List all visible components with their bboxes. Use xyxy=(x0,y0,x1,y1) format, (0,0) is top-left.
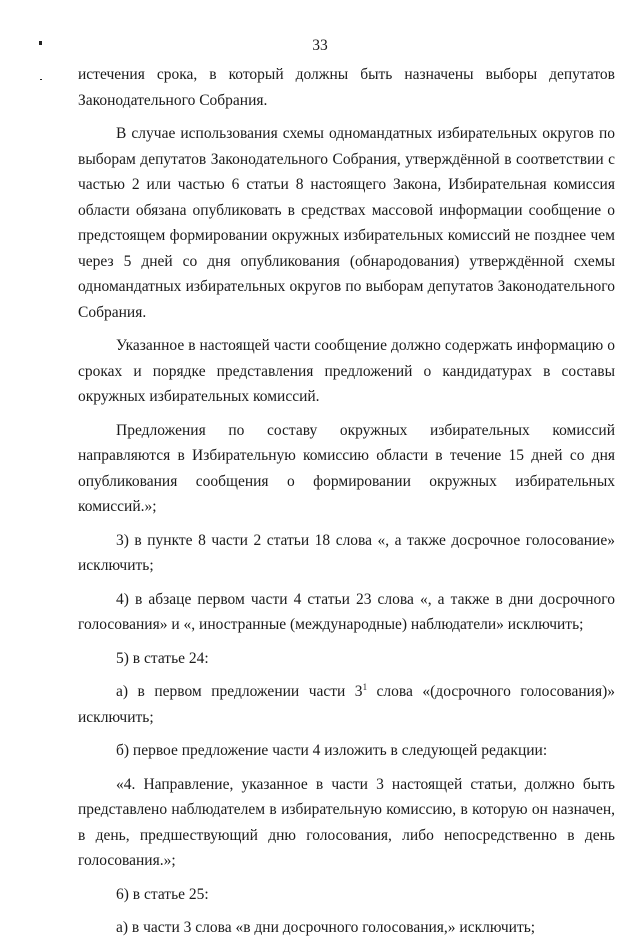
superscript: 1 xyxy=(362,681,368,692)
paragraph: 4) в абзаце первом части 4 статьи 23 слова «, а также в дни досрочного голосования» и «, иностранные (международные) наблюдатели» исключить; xyxy=(78,590,615,633)
paragraph-text: слова «(досрочного голосования)» исключить; xyxy=(78,683,616,726)
scan-mark xyxy=(39,41,42,45)
paragraph xyxy=(78,679,615,730)
paragraph: истечения срока, в который должны быть назначены выборы депутатов Законодательного Собрания. xyxy=(78,66,615,109)
paragraph: 3) в пункте 8 части 2 статьи 18 слова «, а также досрочное голосование» исключить; xyxy=(78,531,615,574)
scan-mark xyxy=(40,79,42,80)
paragraph: Предложения по составу окружных избирательных комиссий направляются в Избирательную комиссию области в течение 15 дней со дня опубликования сообщения о формировании окружных избирательных комиссий.»; xyxy=(78,421,615,515)
paragraph: а) в части 3 слова «в дни досрочного голосования,» исключить; xyxy=(116,919,536,936)
document-body xyxy=(78,62,615,941)
page-number: 33 xyxy=(312,37,328,54)
paragraph: 6) в статье 25: xyxy=(116,885,209,903)
paragraph-text: а) в первом предложении части 3 xyxy=(116,683,363,700)
paragraph: «4. Направление, указанное в части 3 настоящей статьи, должно быть представлено наблюдателем в избирательную комиссию, в которую он назначен, в день, предшествующий дню голосования, либо непосредственно в день голосования.»; xyxy=(78,775,615,869)
paragraph: В случае использования схемы одномандатных избирательных округов по выборам депутатов Законодательного Собрания, утверждённой в соответствии с частью 2 или частью 6 статьи 8 настоящего Закона, Избирательная комиссия области обязана опубликовать в средствах массовой информации сообщение о предстоящем формировании окружных избирательных комиссий не позднее чем через 5 дней со дня опубликования (обнародования) утверждённой схемы одномандатных избирательных округов по выборам депутатов Законодательного Собрания. xyxy=(78,125,615,321)
paragraph: 5) в статье 24: xyxy=(116,649,209,667)
paragraph: Указанное в настоящей части сообщение должно содержать информацию о сроках и порядке представления предложений о кандидатурах в составы окружных избирательных комиссий. xyxy=(78,337,615,405)
paragraph: б) первое предложение части 4 изложить в следующей редакции: xyxy=(116,742,548,759)
